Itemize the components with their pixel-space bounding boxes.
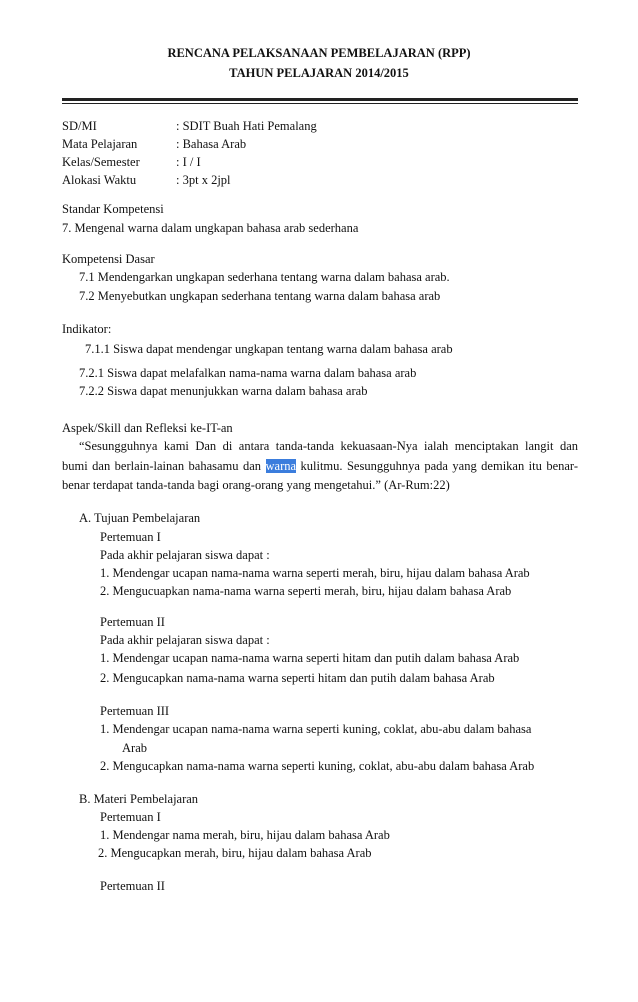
header-rule-thick bbox=[62, 98, 578, 101]
indikator-item: 7.2.2 Siswa dapat menunjukkan warna dalam bahasa arab bbox=[79, 384, 368, 398]
tujuan-p2-title: Pertemuan II bbox=[100, 615, 165, 629]
indikator-item: 7.1.1 Siswa dapat mendengar ungkapan tentang warna dalam bahasa arab bbox=[85, 342, 453, 356]
tujuan-p1-item: 2. Mengucuapkan nama-nama warna seperti merah, biru, hijau dalam bahasa Arab bbox=[100, 584, 512, 598]
tujuan-p3-item: 1. Mendengar ucapan nama-nama warna seperti kuning, coklat, abu-abu dalam bahasa bbox=[100, 722, 532, 736]
quote-line-2 bbox=[62, 457, 578, 476]
identity-value-subject: : Bahasa Arab bbox=[176, 137, 247, 151]
tujuan-p2-intro: Pada akhir pelajaran siswa dapat : bbox=[100, 633, 270, 647]
document-title: RENCANA PELAKSANAAN PEMBELAJARAN (RPP) bbox=[167, 46, 471, 60]
indikator-item: 7.2.1 Siswa dapat melafalkan nama-nama warna dalam bahasa arab bbox=[79, 366, 417, 380]
kompetensi-item: 7.1 Mendengarkan ungkapan sederhana tentang warna dalam bahasa arab. bbox=[79, 270, 450, 284]
highlighted-word[interactable]: warna bbox=[265, 459, 297, 473]
standar-text: 7. Mengenal warna dalam ungkapan bahasa arab sederhana bbox=[62, 221, 359, 235]
identity-label-school: SD/MI bbox=[62, 119, 97, 133]
tujuan-heading: A. Tujuan Pembelajaran bbox=[79, 511, 201, 525]
identity-value-school: : SDIT Buah Hati Pemalang bbox=[176, 119, 317, 133]
tujuan-p3-item: 2. Mengucapkan nama-nama warna seperti kuning, coklat, abu-abu dalam bahasa Arab bbox=[100, 759, 535, 773]
tujuan-p1-title: Pertemuan I bbox=[100, 530, 161, 544]
standar-heading: Standar Kompetensi bbox=[62, 202, 164, 216]
kompetensi-item: 7.2 Menyebutkan ungkapan sederhana tentang warna dalam bahasa arab bbox=[79, 289, 441, 303]
identity-label-time: Alokasi Waktu bbox=[62, 173, 137, 187]
header-rule-thin bbox=[62, 103, 578, 104]
quote-line-1: “Sesungguhnya kami Dan di antara tanda-tanda kekuasaan-Nya ialah menciptakan langit dan bbox=[79, 439, 578, 453]
materi-p1-title: Pertemuan I bbox=[100, 810, 161, 824]
identity-label-class: Kelas/Semester bbox=[62, 155, 140, 169]
aspek-heading: Aspek/Skill dan Refleksi ke-IT-an bbox=[62, 421, 233, 435]
identity-value-time: : 3pt x 2jpl bbox=[176, 173, 231, 187]
materi-p2-title: Pertemuan II bbox=[100, 879, 165, 893]
indikator-heading: Indikator: bbox=[62, 322, 112, 336]
kompetensi-heading: Kompetensi Dasar bbox=[62, 252, 155, 266]
document-year: TAHUN PELAJARAN 2014/2015 bbox=[229, 66, 409, 80]
quote-text: bumi dan berlain-lainan bahasamu dan bbox=[62, 459, 266, 473]
tujuan-p2-item: 2. Mengucapkan nama-nama warna seperti hitam dan putih dalam bahasa Arab bbox=[100, 671, 495, 685]
tujuan-p3-title: Pertemuan III bbox=[100, 704, 170, 718]
tujuan-p1-item: 1. Mendengar ucapan nama-nama warna seperti merah, biru, hijau dalam bahasa Arab bbox=[100, 566, 530, 580]
tujuan-p3-item-continued: Arab bbox=[122, 741, 147, 755]
materi-p1-item: 1. Mendengar nama merah, biru, hijau dalam bahasa Arab bbox=[100, 828, 390, 842]
identity-value-class: : I / I bbox=[176, 155, 201, 169]
materi-heading: B. Materi Pembelajaran bbox=[79, 792, 199, 806]
tujuan-p1-intro: Pada akhir pelajaran siswa dapat : bbox=[100, 548, 270, 562]
quote-line-3: benar terdapat tanda-tanda bagi orang-orang yang mengetahui.” (Ar-Rum:22) bbox=[62, 478, 450, 492]
materi-p1-item: 2. Mengucapkan merah, biru, hijau dalam bahasa Arab bbox=[98, 846, 372, 860]
tujuan-p2-item: 1. Mendengar ucapan nama-nama warna seperti hitam dan putih dalam bahasa Arab bbox=[100, 651, 520, 665]
quote-text: kulitmu. Sesungguhnya pada yang demikan itu benar- bbox=[296, 459, 579, 473]
identity-label-subject: Mata Pelajaran bbox=[62, 137, 138, 151]
